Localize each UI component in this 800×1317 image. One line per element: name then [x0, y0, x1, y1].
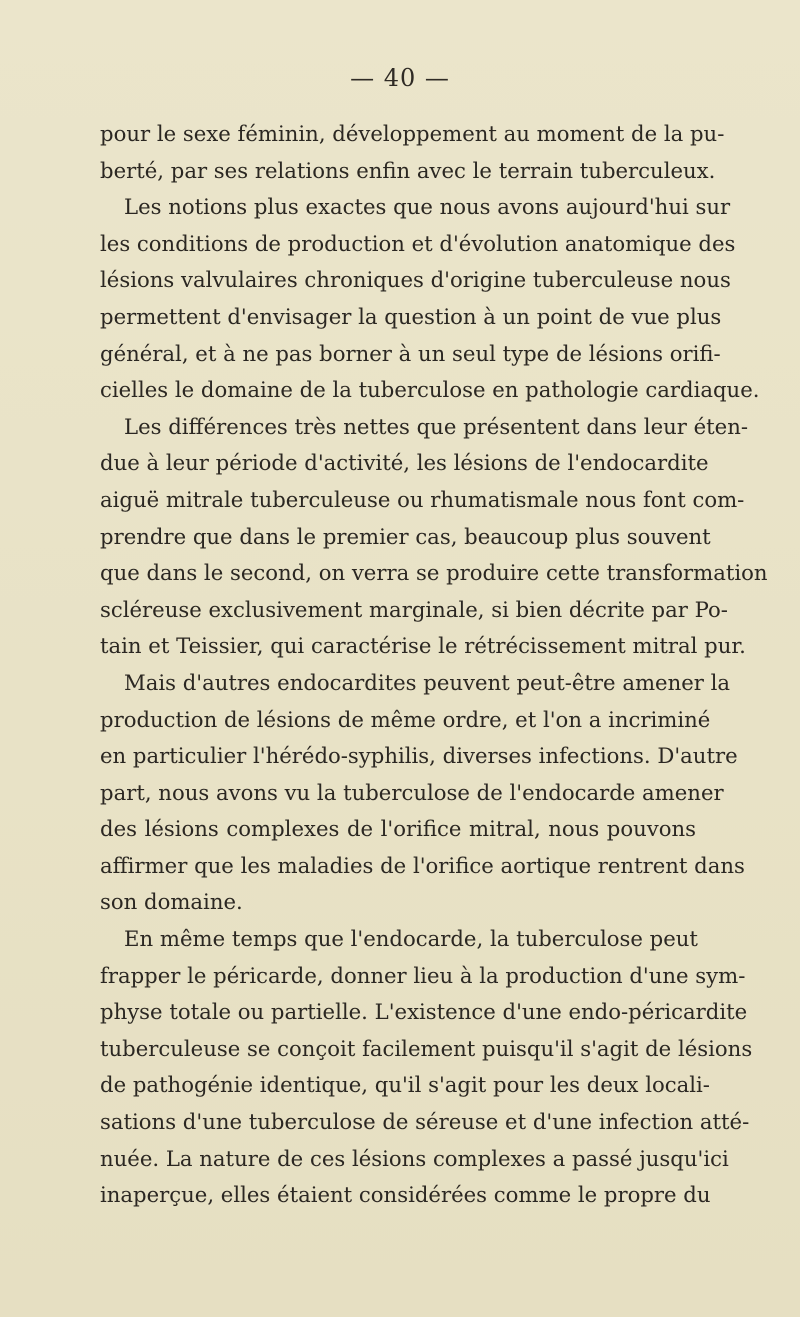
text-line: production de lésions de même ordre, et l'on a incriminé [100, 706, 711, 732]
text-line: En même temps que l'endocarde, la tuberculose peut [124, 926, 698, 952]
text-line: physe totale ou partielle. L'existence d'une endo-péricardite [100, 999, 748, 1025]
paragraph [100, 921, 753, 1214]
text-line: Les notions plus exactes que nous avons aujourd'hui sur [124, 194, 731, 220]
text-line: scléreuse exclusivement marginale, si bien décrite par Po- [100, 596, 728, 622]
text-line: de pathogénie identique, qu'il s'agit pour les deux locali- [100, 1072, 710, 1098]
text-line: Mais d'autres endocardites peuvent peut-être amener la [124, 669, 731, 695]
paragraph [100, 409, 768, 665]
text-line: cielles le domaine de la tuberculose en pathologie cardiaque. [100, 377, 760, 403]
text-line: frapper le péricarde, donner lieu à la production d'une sym- [100, 962, 746, 988]
text-line: sations d'une tuberculose de séreuse et d'une infection atté- [100, 1109, 750, 1135]
text-line: permettent d'envisager la question à un point de vue plus [100, 303, 722, 329]
text-line: en particulier l'hérédo-syphilis, diverses infections. D'autre [100, 743, 738, 769]
paragraph [100, 665, 745, 921]
text-line: général, et à ne pas borner à un seul type de lésions orifi- [100, 340, 721, 366]
text-line: tuberculeuse se conçoit facilement puisqu'il s'agit de lésions [100, 1035, 753, 1061]
text-line: tain et Teissier, qui caractérise le rétrécissement mitral pur. [100, 633, 746, 659]
text-line: part, nous avons vu la tuberculose de l'endocarde amener [100, 779, 724, 805]
text-line: nuée. La nature de ces lésions complexes a passé jusqu'ici [100, 1145, 729, 1171]
text-line: berté, par ses relations enfin avec le terrain tuberculeux. [100, 157, 716, 183]
text-line: prendre que dans le premier cas, beaucoup plus souvent [100, 523, 711, 549]
text-line: que dans le second, on verra se produire cette transformation [100, 560, 768, 586]
text-line: aiguë mitrale tuberculeuse ou rhumatismale nous font com- [100, 486, 745, 512]
text-line: lésions valvulaires chroniques d'origine tuberculeuse nous [100, 267, 731, 293]
text-line: des lésions complexes de l'orifice mitral, nous pouvons [100, 816, 696, 842]
text-line: affirmer que les maladies de l'orifice aortique rentrent dans [100, 852, 745, 878]
page-number: — 40 — [350, 64, 450, 92]
text-line: inaperçue, elles étaient considérées comme le propre du [100, 1182, 711, 1208]
text-line: Les différences très nettes que présentent dans leur éten- [124, 413, 749, 439]
body-text [100, 116, 768, 1214]
paragraph [100, 116, 725, 189]
text-line: son domaine. [100, 889, 243, 915]
paragraph [100, 189, 760, 409]
text-line: les conditions de production et d'évolution anatomique des [100, 230, 736, 256]
text-line: pour le sexe féminin, développement au moment de la pu- [100, 121, 725, 146]
text-line: due à leur période d'activité, les lésions de l'endocardite [100, 450, 709, 476]
